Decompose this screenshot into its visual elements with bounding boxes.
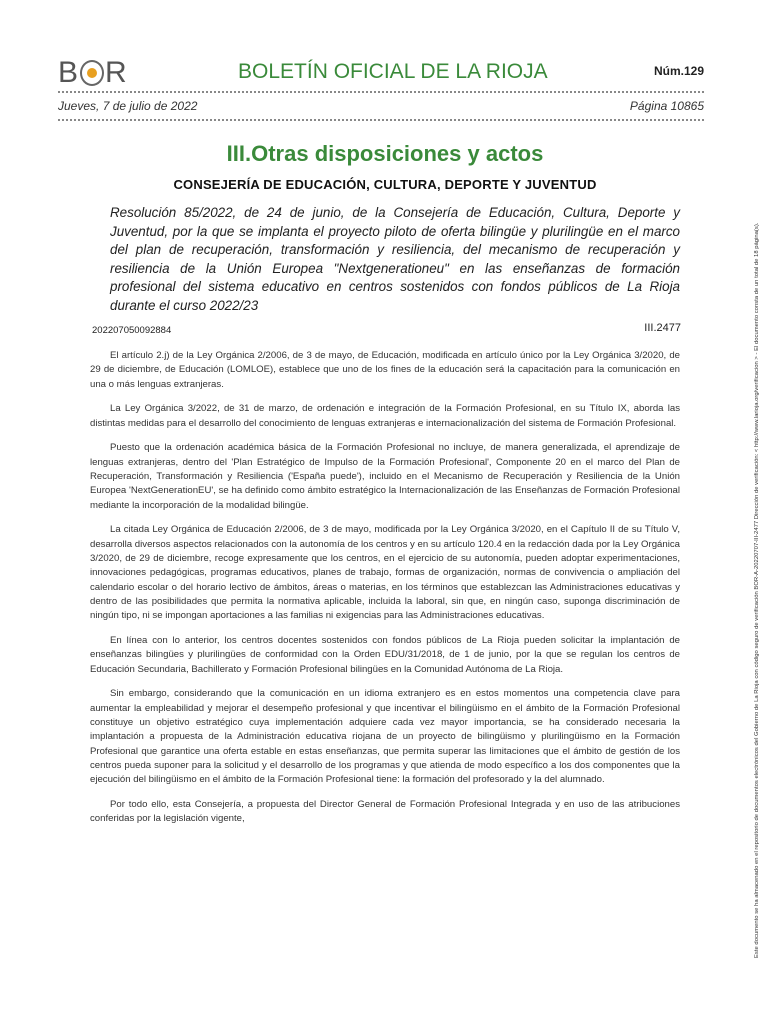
bor-logo — [58, 58, 128, 88]
verification-side-note — [754, 40, 766, 960]
body-paragraph: El artículo 2.j) de la Ley Orgánica 2/2006, de 3 de mayo, de Educación, modificada en artículo único por la Ley Orgánica 3/2020, de 29 de diciembre, de Educación (LOMLOE), establece que uno de los fines de la educación será la capacitación para la comunicación en una o más lenguas extranjeras. — [90, 350, 680, 390]
document-code: 202207050092884 — [92, 325, 172, 336]
department-heading: CONSEJERÍA DE EDUCACIÓN, CULTURA, DEPORTE Y JUVENTUD — [173, 177, 597, 192]
page-number: Página 10865 — [629, 99, 704, 113]
logo-emblem-icon — [80, 60, 104, 86]
body-paragraph: Sin embargo, considerando que la comunicación en un idioma extranjero es en estos momentos una competencia clave para aumentar la empleabilidad y mejorar el desempeño profesional y que incentivar el bilingüismo en el ámbito de la Formación Profesional constituye un objetivo estratégico cuya implementación adquiere cada vez mayor importancia, se ha considerado necesaria la implantación a propuesta de la Administración educativa riojana de un proyecto de bilingüismo y plurilingüismo en la Formación Profesional que garantice una oferta estable en estas enseñanzas, que permita superar las limitaciones que el ámbito de gestión de los centros pueda suponer para la solicitud y el desarrollo de los programas y que atienda de modo específico a los dos componentes que la ejecución del bilingüismo en el ámbito de la Formación Profesional tiene: la formación del profesorado y la del alumnado. — [90, 688, 680, 786]
header-divider-top — [58, 91, 704, 93]
document-reference: III.2477 — [644, 322, 681, 334]
logo-letter-b: B — [58, 56, 80, 89]
body-paragraph: En línea con lo anterior, los centros docentes sostenidos con fondos públicos de La Rioja pueden solicitar la implantación de enseñanzas bilingües y plurilingües de conformidad con la Orden EDU/31/2018, de 1 de junio, por la que se regulan los centros de Educación Secundaria, Bachillerato y Formación Profesional bilingües en la Comunidad Autónoma de La Rioja. — [90, 635, 680, 675]
verification-text: Este documento se ha almacenado en el repositorio de documentos electrónicos del Gobierno de La Rioja con código seguro de verificación BOR-A-20220707-III-2477 Dirección de verificación: < http://www.larioja.org/verificacion > - El documento consta de un total de 18 página(s). — [754, 222, 760, 958]
logo-letter-r: R — [105, 56, 128, 89]
bulletin-title: BOLETÍN OFICIAL DE LA RIOJA — [238, 60, 548, 83]
header-divider-bottom — [58, 119, 704, 121]
body-paragraph: La Ley Orgánica 3/2022, de 31 de marzo, de ordenación e integración de la Formación Profesional, en su Título IX, aborda las distintas medidas para el desarrollo del conocimiento de lenguas extranjeras e internacionalización del sistema de Formación Profesional. — [90, 403, 680, 429]
publication-date: Jueves, 7 de julio de 2022 — [58, 99, 198, 113]
document-body — [90, 349, 680, 837]
body-paragraph: Por todo ello, esta Consejería, a propuesta del Director General de Formación Profesional Integrada y en uso de las atribuciones conferidas por la legislación vigente, — [90, 799, 680, 825]
issue-number: Núm.129 — [653, 64, 704, 78]
body-paragraph: Puesto que la ordenación académica básica de la Formación Profesional no incluye, de manera generalizada, el aprendizaje de lenguas extranjeras, dentro del 'Plan Estratégico de Impulso de la Formación Profesional', Componente 20 en el marco del Plan de Recuperación, Transformación y Resiliencia ('España puede'), incluido en el Mecanismo de Recuperación y Resiliencia de la Unión Europea 'NextGenerationEU', se ha definido como ámbito estratégico la Internacionalización de las Enseñanzas de Formación Profesional mediante la incorporación de la modalidad bilingüe. — [90, 442, 680, 511]
section-title: III.Otras disposiciones y actos — [226, 141, 544, 166]
body-paragraph: La citada Ley Orgánica de Educación 2/2006, de 3 de mayo, modificada por la Ley Orgánica 3/2020, en el Capítulo II de su Título V, desarrolla diversos aspectos relacionados con la autonomía de los centros y en su artículo 120.4 en la redacción dada por la Ley Orgánica 3/2020, de 29 de diciembre, recoge expresamente que los centros, en el ejercicio de su autonomía, pueden adoptar experimentaciones, innovaciones pedagógicas, programas educativos, planes de trabajo, formas de organización, normas de convivencia o ampliación del calendario escolar o del horario lectivo de ámbitos, áreas o materias, en los términos que establezcan las Administraciones educativas y dentro de las posibilidades que permita la normativa aplicable, incluida la laboral, sin que, en ningún caso, suponga discriminación de ningún tipo, ni se impongan aportaciones a las familias ni exigencias para las Administraciones educativas. — [90, 524, 680, 622]
resolution-title: Resolución 85/2022, de 24 de junio, de la Consejería de Educación, Cultura, Deporte y Juventud, por la que se implanta el proyecto piloto de oferta bilingüe y plurilingüe en el marco del plan de recuperación, transformación y resiliencia, del mecanismo de recuperación y resiliencia de la Unión Europea "Nextgenerationeu" en las enseñanzas de formación profesional del sistema educativo en centros sostenidos con fondos públicos de La Rioja durante el curso 2022/23 — [110, 205, 680, 313]
